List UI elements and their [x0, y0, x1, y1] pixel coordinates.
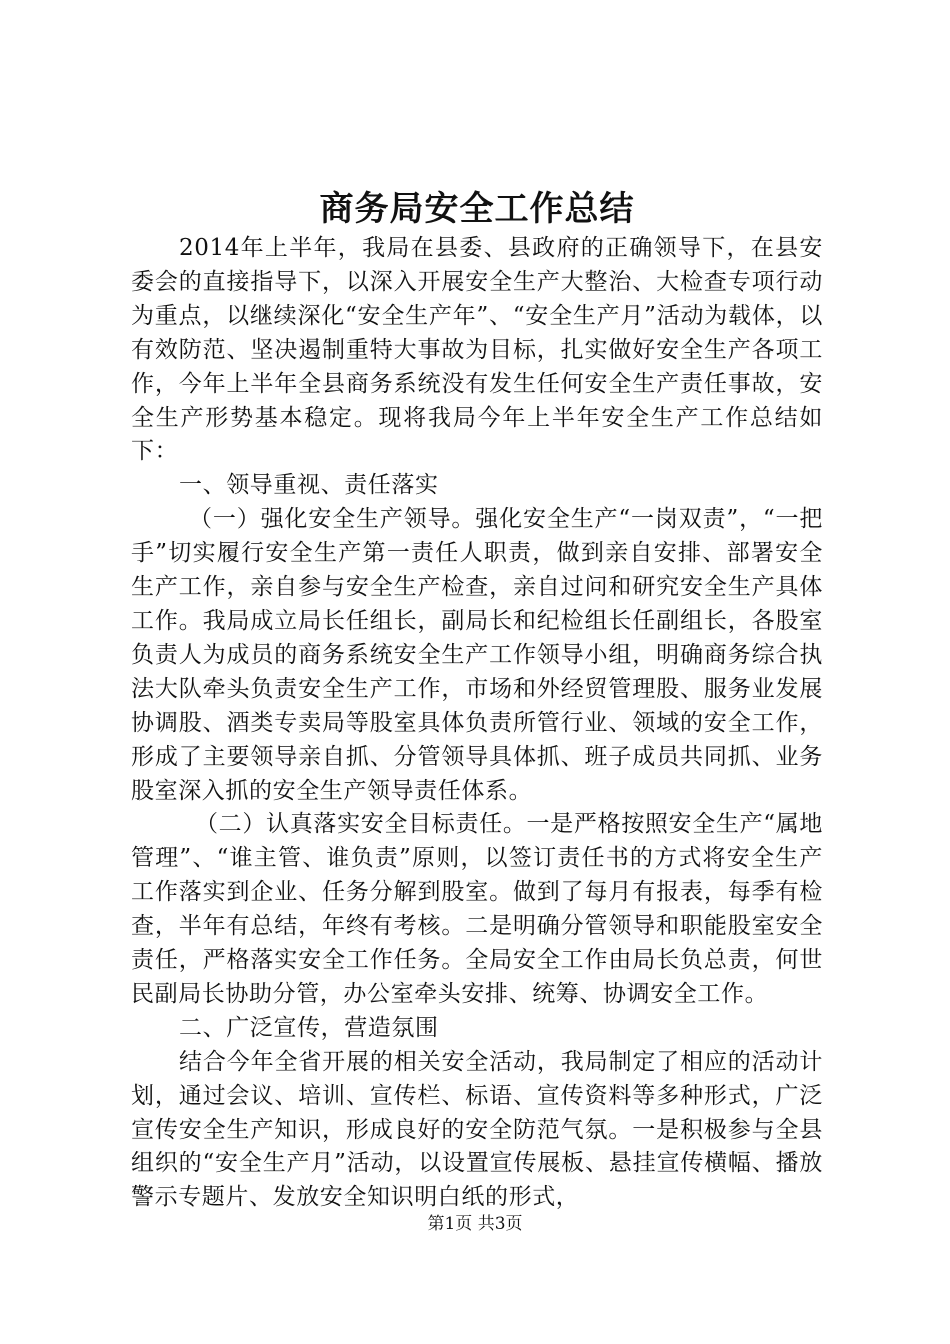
page-number-footer: 第1页 共3页 — [427, 1214, 523, 1234]
paragraph-subsection-1-1: （一）强化安全生产领导。强化安全生产“一岗双责”，“一把手”切实履行安全生产第一责任人职责，做到亲自安排、部署安全生产工作，亲自参与安全生产检查，亲自过问和研究安全生产具体工作。我局成立局长任组长，副局长和纪检组长任副组长，各股室负责人为成员的商务系统安全生产工作领导小组，明确商务综合执法大队牵头负责安全生产工作，市场和外经贸管理股、服务业发展协调股、酒类专卖局等股室具体负责所管行业、领域的安全工作，形成了主要领导亲自抓、分管领导具体抓、班子成员共同抓、业务股室深入抓的安全生产领导责任体系。 — [131, 506, 823, 804]
document-body — [131, 232, 823, 1215]
heading-section-2: 二、广泛宣传，营造氛围 — [179, 1014, 439, 1041]
document-page — [131, 0, 823, 1344]
heading-section-1: 一、领导重视、责任落实 — [179, 472, 439, 499]
paragraph-intro: 2014年上半年，我局在县委、县政府的正确领导下，在县安委会的直接指导下，以深入开展安全生产大整治、大检查专项行动为重点，以继续深化“安全生产年”、“安全生产月”活动为载体，以有效防范、坚决遏制重特大事故为目标，扎实做好安全生产各项工作，今年上半年全县商务系统没有发生任何安全生产责任事故，安全生产形势基本稳定。现将我局今年上半年安全生产工作总结如下： — [131, 235, 823, 465]
document-title: 商务局安全工作总结 — [319, 189, 635, 229]
paragraph-section-2: 结合今年全省开展的相关安全活动，我局制定了相应的活动计划，通过会议、培训、宣传栏、标语、宣传资料等多种形式，广泛宣传安全生产知识，形成良好的安全防范气氛。一是积极参与全县组织的“安全生产月”活动，以设置宣传展板、悬挂宣传横幅、播放警示专题片、发放安全知识明白纸的形式， — [131, 1048, 823, 1211]
paragraph-subsection-1-2: （二）认真落实安全目标责任。一是严格按照安全生产“属地管理”、“谁主管、谁负责”原则，以签订责任书的方式将安全生产工作落实到企业、任务分解到股室。做到了每月有报表，每季有检查，半年有总结，年终有考核。二是明确分管领导和职能股室安全责任，严格落实安全工作任务。全局安全工作由局长负总责，何世民副局长协助分管，办公室牵头安排、统筹、协调安全工作。 — [131, 811, 823, 1007]
